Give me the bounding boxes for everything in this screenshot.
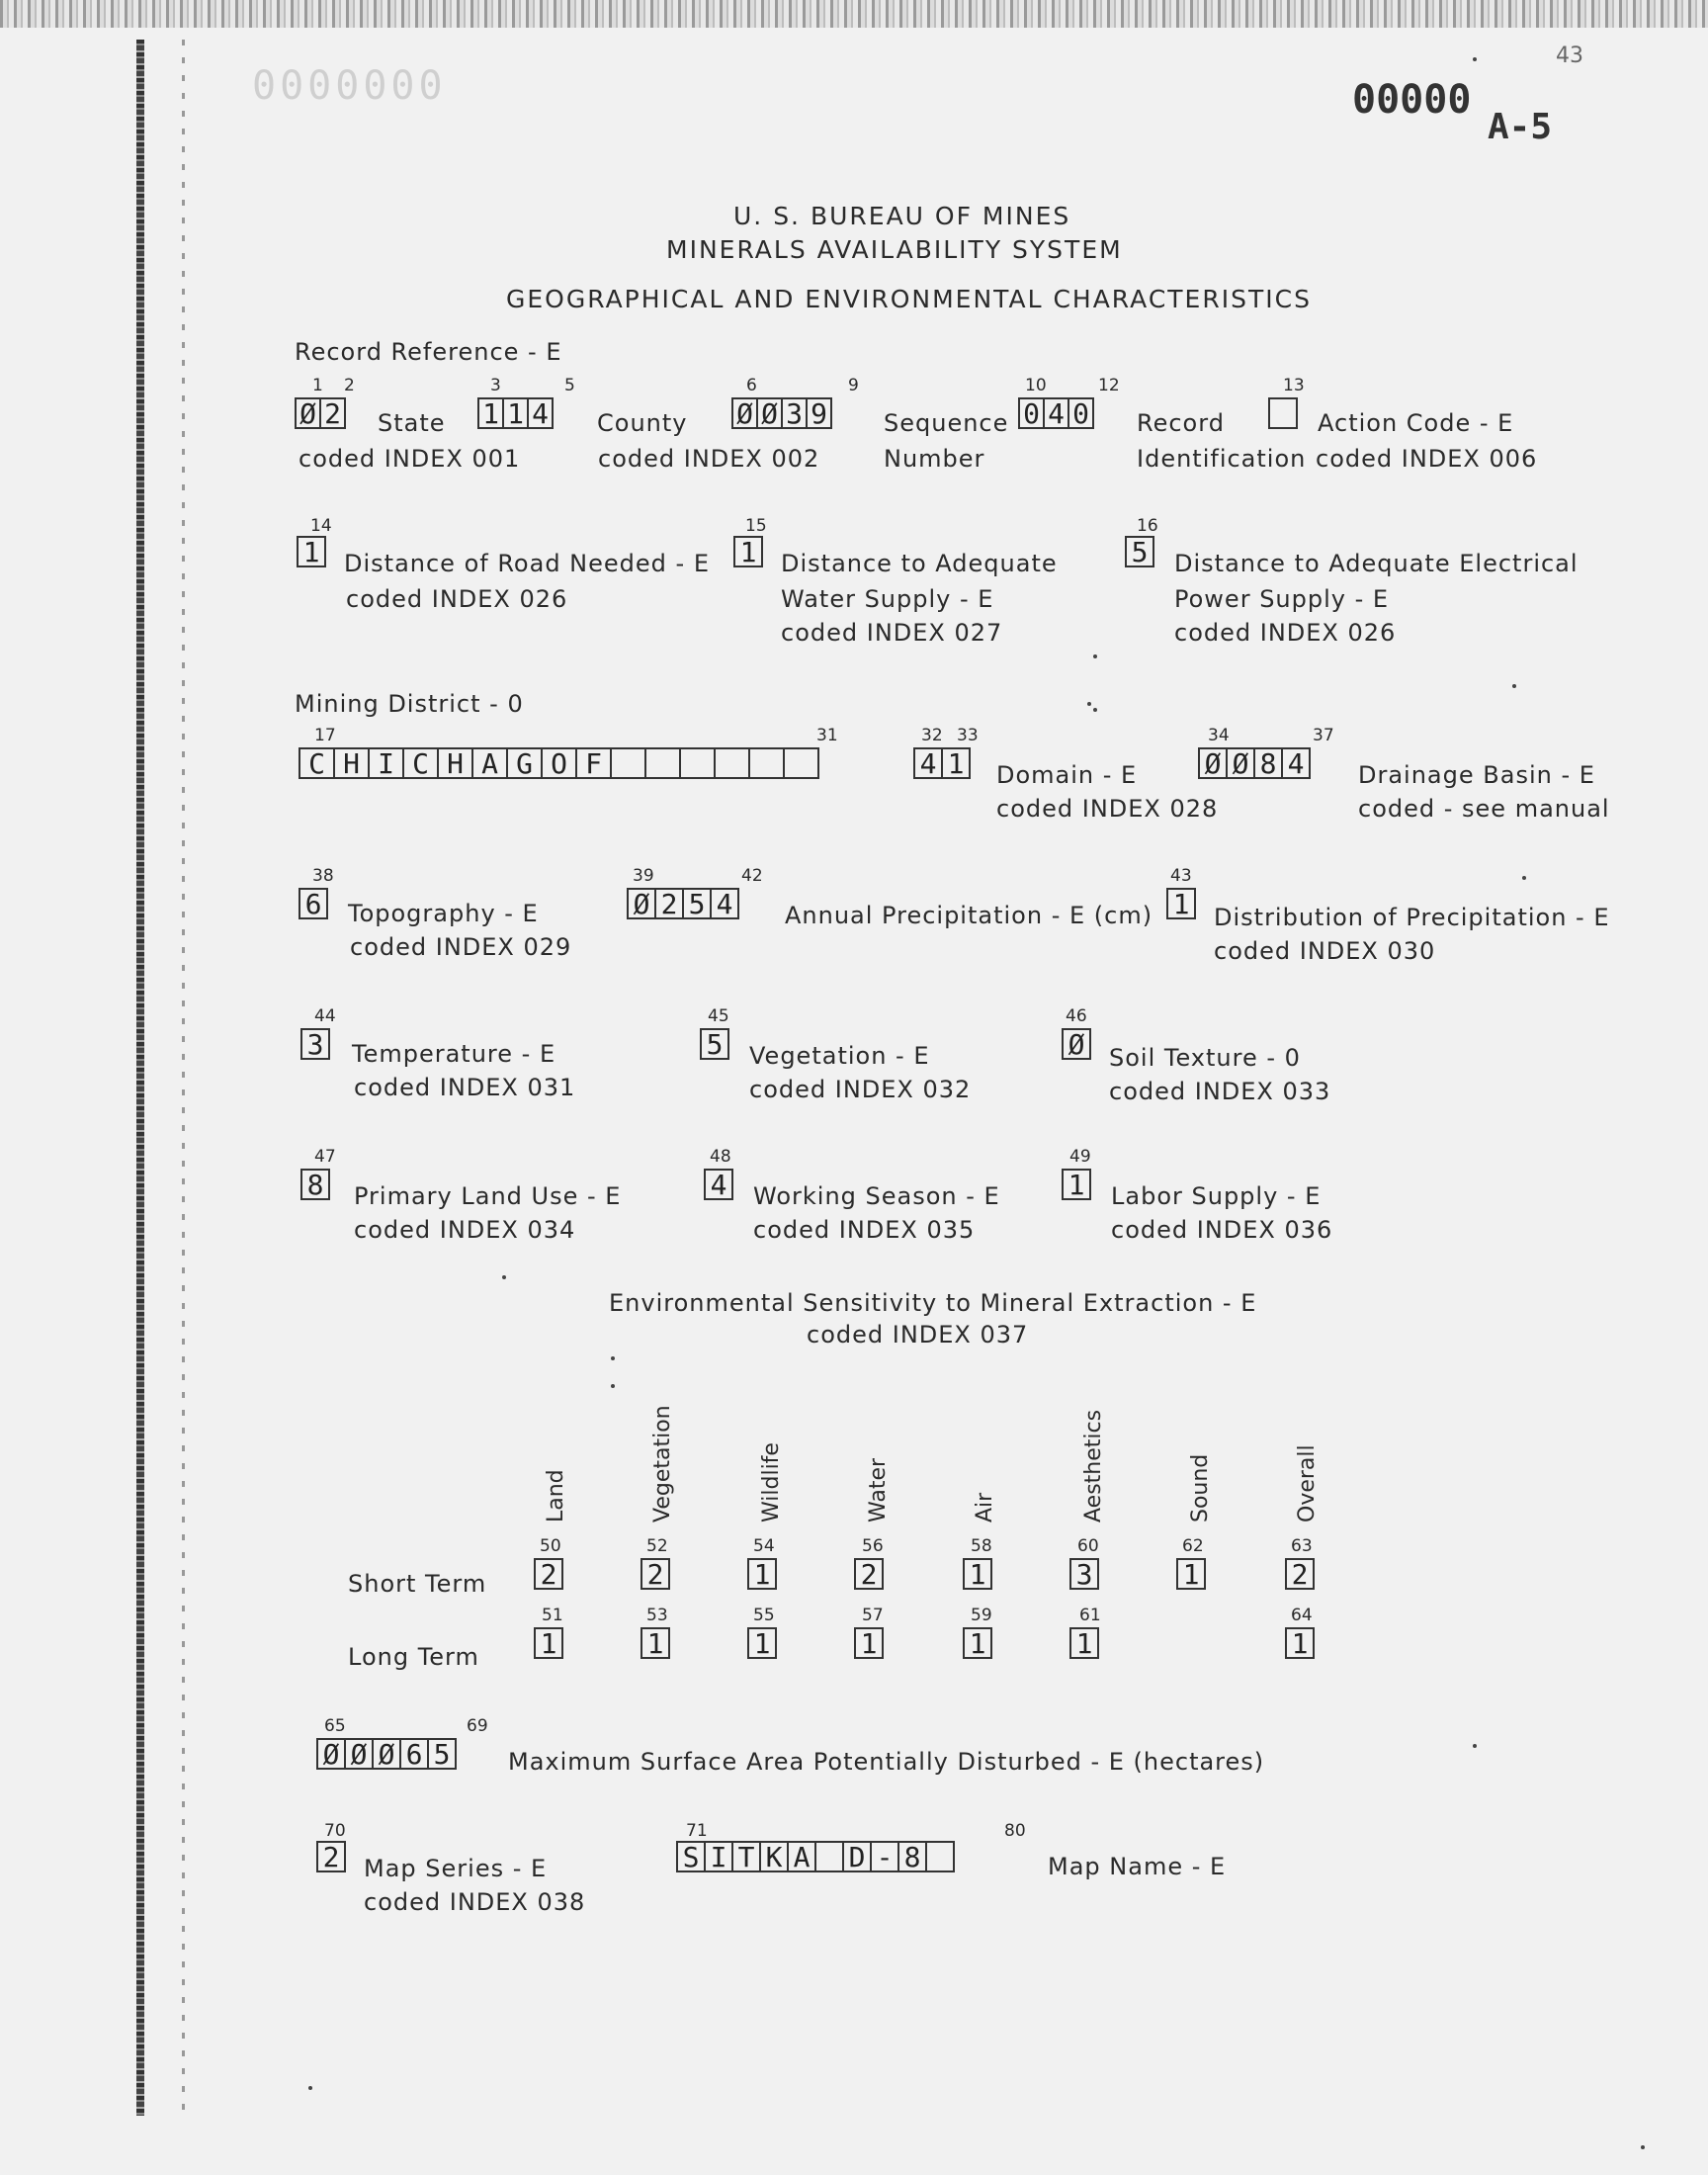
power-label: Distance to Adequate Electrical: [1174, 550, 1579, 577]
drainage-boxes[interactable]: [1200, 747, 1311, 779]
char-box: 1: [747, 1627, 777, 1659]
char-box: 3: [1069, 1558, 1099, 1590]
char-box: [610, 747, 646, 779]
scan-speck: [1512, 684, 1516, 688]
season-label: Working Season - E: [753, 1182, 1000, 1210]
water-label: Distance to Adequate: [781, 550, 1058, 577]
precip-dist-coded: coded INDEX 030: [1214, 937, 1436, 965]
column-header: Vegetation: [650, 1405, 675, 1522]
col-num: 57: [862, 1606, 884, 1625]
precip-boxes[interactable]: [629, 888, 739, 919]
faded-number: 0000000: [252, 63, 447, 109]
col-num: 58: [971, 1536, 992, 1556]
temperature-label: Temperature - E: [352, 1040, 556, 1068]
scan-speck: [1522, 876, 1526, 880]
state-coded: coded INDEX 001: [299, 445, 521, 473]
col-num: 53: [646, 1606, 668, 1625]
char-box: 9: [806, 397, 832, 429]
agency-title: U. S. BUREAU OF MINES: [733, 202, 1071, 230]
char-box: 1: [941, 747, 971, 779]
col-num: 65: [324, 1716, 346, 1736]
long-term-label: Long Term: [348, 1643, 479, 1671]
county-coded: coded INDEX 002: [598, 445, 820, 473]
scan-speck: [1087, 702, 1091, 706]
char-box: 5: [1125, 536, 1154, 567]
road-coded: coded INDEX 026: [346, 585, 568, 613]
labor-box[interactable]: [1064, 1169, 1091, 1200]
char-box: C: [299, 747, 335, 779]
col-num: 14: [310, 516, 332, 536]
char-box: 4: [1281, 747, 1311, 779]
map-name-label: Map Name - E: [1048, 1853, 1227, 1880]
col-num: 16: [1137, 516, 1158, 536]
char-box: 1: [534, 1627, 563, 1659]
col-num: 64: [1291, 1606, 1313, 1625]
col-num: 5: [564, 376, 575, 395]
char-box: 3: [781, 397, 808, 429]
char-box: A: [471, 747, 508, 779]
temperature-coded: coded INDEX 031: [354, 1074, 576, 1101]
drainage-coded: coded - see manual: [1358, 795, 1610, 823]
long-air-box[interactable]: [965, 1627, 992, 1659]
vegetation-coded: coded INDEX 032: [749, 1076, 972, 1103]
char-box: Ø: [627, 888, 656, 919]
col-num: 62: [1182, 1536, 1204, 1556]
char-box: 1: [640, 1627, 670, 1659]
char-box: C: [402, 747, 439, 779]
long-vegetation-box[interactable]: [642, 1627, 670, 1659]
char-box: [644, 747, 681, 779]
column-header: Water: [866, 1457, 891, 1522]
char-box: 1: [963, 1558, 992, 1590]
long-water-box[interactable]: [856, 1627, 884, 1659]
col-num: 32: [921, 726, 943, 745]
column-header: Wildlife: [759, 1442, 784, 1522]
char-box: [1268, 397, 1298, 429]
column-header: Overall: [1295, 1444, 1320, 1522]
char-box: 6: [299, 888, 328, 919]
char-box: D: [842, 1841, 872, 1872]
sequence-boxes[interactable]: [733, 397, 832, 429]
scan-left-edge: [136, 40, 144, 2116]
char-box: S: [676, 1841, 706, 1872]
scan-speck: [611, 1384, 615, 1388]
state-label: State: [378, 409, 446, 437]
water-box[interactable]: [735, 536, 763, 567]
col-num: 17: [314, 726, 336, 745]
domain-label: Domain - E: [996, 761, 1138, 789]
record-id-label: Record: [1137, 409, 1225, 437]
char-box: 8: [1253, 747, 1283, 779]
col-num: 49: [1069, 1147, 1091, 1167]
water-label2: Water Supply - E: [781, 585, 994, 613]
char-box: 4: [527, 397, 554, 429]
power-label2: Power Supply - E: [1174, 585, 1390, 613]
col-num: 1: [312, 376, 323, 395]
land-use-coded: coded INDEX 034: [354, 1216, 576, 1244]
col-num: 6: [746, 376, 757, 395]
vegetation-label: Vegetation - E: [749, 1042, 930, 1070]
col-num: 46: [1066, 1006, 1087, 1026]
col-num: 12: [1098, 376, 1120, 395]
col-num: 47: [314, 1147, 336, 1167]
form-title: GEOGRAPHICAL AND ENVIRONMENTAL CHARACTERISTICS: [506, 285, 1312, 313]
long-aesthetics-box[interactable]: [1071, 1627, 1099, 1659]
char-box: 2: [654, 888, 684, 919]
precip-dist-label: Distribution of Precipitation - E: [1214, 904, 1610, 931]
col-num: 15: [745, 516, 767, 536]
scan-left-binding: [182, 40, 185, 2116]
topography-label: Topography - E: [348, 900, 539, 927]
char-box: A: [787, 1841, 816, 1872]
soil-box[interactable]: [1064, 1028, 1091, 1060]
scan-speck: [502, 1275, 506, 1279]
mining-district-heading: Mining District - 0: [295, 690, 524, 718]
col-num: 43: [1170, 866, 1192, 886]
char-box: Ø: [295, 397, 321, 429]
power-box[interactable]: [1127, 536, 1154, 567]
system-title: MINERALS AVAILABILITY SYSTEM: [666, 235, 1123, 264]
col-num: 38: [312, 866, 334, 886]
long-overall-box[interactable]: [1287, 1627, 1315, 1659]
record-id-label2: Identification: [1137, 445, 1307, 473]
land-use-box[interactable]: [302, 1169, 330, 1200]
char-box: 1: [502, 397, 529, 429]
road-label: Distance of Road Needed - E: [344, 550, 710, 577]
short-wildlife-box[interactable]: [749, 1558, 777, 1590]
col-num: 37: [1313, 726, 1334, 745]
drainage-label: Drainage Basin - E: [1358, 761, 1595, 789]
temperature-box[interactable]: [302, 1028, 330, 1060]
surface-area-boxes[interactable]: [318, 1738, 457, 1770]
char-box: 2: [319, 397, 346, 429]
char-box: 4: [710, 888, 739, 919]
char-box: [679, 747, 716, 779]
char-box: [748, 747, 785, 779]
column-header: Land: [544, 1469, 568, 1522]
char-box: Ø: [372, 1738, 401, 1770]
map-series-box[interactable]: [318, 1841, 346, 1872]
column-header: Sound: [1188, 1453, 1213, 1522]
map-series-label: Map Series - E: [364, 1855, 548, 1882]
action-code-box[interactable]: [1270, 397, 1298, 429]
char-box: 1: [747, 1558, 777, 1590]
char-box: 2: [854, 1558, 884, 1590]
soil-label: Soil Texture - 0: [1109, 1044, 1301, 1072]
char-box: I: [368, 747, 404, 779]
scan-speck: [1093, 708, 1097, 712]
scan-speck: [1093, 654, 1097, 658]
land-use-label: Primary Land Use - E: [354, 1182, 622, 1210]
col-num: 59: [971, 1606, 992, 1625]
char-box: [783, 747, 819, 779]
road-box[interactable]: [299, 536, 326, 567]
precip-label: Annual Precipitation - E (cm): [785, 902, 1153, 929]
sensitivity-heading: Environmental Sensitivity to Mineral Extraction - E: [609, 1289, 1257, 1317]
state-boxes[interactable]: [297, 397, 346, 429]
column-header: Air: [973, 1492, 997, 1522]
col-num: 69: [467, 1716, 488, 1736]
water-coded: coded INDEX 027: [781, 619, 1003, 647]
col-num: 45: [708, 1006, 729, 1026]
char-box: Ø: [316, 1738, 346, 1770]
char-box: K: [759, 1841, 789, 1872]
record-id-boxes[interactable]: [1020, 397, 1094, 429]
col-num: 33: [957, 726, 979, 745]
char-box: Ø: [344, 1738, 374, 1770]
char-box: 5: [700, 1028, 729, 1060]
col-num: 51: [542, 1606, 563, 1625]
county-boxes[interactable]: [479, 397, 554, 429]
col-num: 50: [540, 1536, 561, 1556]
char-box: 1: [1176, 1558, 1206, 1590]
char-box: 1: [1069, 1627, 1099, 1659]
scan-top-edge: [0, 0, 1708, 28]
char-box: H: [333, 747, 370, 779]
short-aesthetics-box[interactable]: [1071, 1558, 1099, 1590]
short-term-label: Short Term: [348, 1570, 487, 1598]
soil-coded: coded INDEX 033: [1109, 1078, 1331, 1105]
page-code: A-5: [1488, 107, 1553, 147]
char-box: [925, 1841, 955, 1872]
char-box: 4: [1043, 397, 1069, 429]
char-box: 0: [1018, 397, 1045, 429]
char-box: 2: [640, 1558, 670, 1590]
short-sound-box[interactable]: [1178, 1558, 1206, 1590]
col-num: 44: [314, 1006, 336, 1026]
topography-coded: coded INDEX 029: [350, 933, 572, 961]
char-box: 2: [534, 1558, 563, 1590]
labor-coded: coded INDEX 036: [1111, 1216, 1333, 1244]
map-name-boxes[interactable]: [678, 1841, 955, 1872]
short-land-box[interactable]: [536, 1558, 563, 1590]
col-num: 60: [1077, 1536, 1099, 1556]
char-box: 3: [300, 1028, 330, 1060]
char-box: 8: [897, 1841, 927, 1872]
domain-coded: coded INDEX 028: [996, 795, 1219, 823]
vegetation-box[interactable]: [702, 1028, 729, 1060]
char-box: 1: [1285, 1627, 1315, 1659]
col-num: 54: [753, 1536, 775, 1556]
col-num: 31: [816, 726, 838, 745]
char-box: 4: [704, 1169, 733, 1200]
col-num: 63: [1291, 1536, 1313, 1556]
precip-dist-box[interactable]: [1168, 888, 1196, 919]
col-num: 34: [1208, 726, 1230, 745]
short-vegetation-box[interactable]: [642, 1558, 670, 1590]
char-box: 0: [1068, 397, 1094, 429]
char-box: 1: [297, 536, 326, 567]
scan-speck: [1473, 1744, 1477, 1748]
long-wildlife-box[interactable]: [749, 1627, 777, 1659]
col-num: 56: [862, 1536, 884, 1556]
topography-box[interactable]: [300, 888, 328, 919]
char-box: 1: [854, 1627, 884, 1659]
domain-boxes[interactable]: [915, 747, 971, 779]
char-box: -: [870, 1841, 899, 1872]
char-box: 2: [1285, 1558, 1315, 1590]
short-water-box[interactable]: [856, 1558, 884, 1590]
col-num: 71: [686, 1821, 708, 1841]
char-box: 1: [963, 1627, 992, 1659]
long-land-box[interactable]: [536, 1627, 563, 1659]
col-num: 3: [490, 376, 501, 395]
char-box: H: [437, 747, 473, 779]
scan-speck: [1641, 2145, 1645, 2149]
char-box: 1: [733, 536, 763, 567]
char-box: Ø: [756, 397, 783, 429]
char-box: 1: [477, 397, 504, 429]
mining-district-boxes[interactable]: [300, 747, 819, 779]
col-num: 13: [1283, 376, 1305, 395]
sequence-label2: Number: [884, 445, 985, 473]
char-box: I: [704, 1841, 733, 1872]
char-box: 5: [427, 1738, 457, 1770]
action-code-label: Action Code - E: [1318, 409, 1514, 437]
scan-speck: [611, 1356, 615, 1360]
surface-area-label: Maximum Surface Area Potentially Disturbed - E (hectares): [508, 1748, 1265, 1776]
season-box[interactable]: [706, 1169, 733, 1200]
corner-number: 43: [1556, 44, 1583, 68]
col-num: 10: [1025, 376, 1047, 395]
col-num: 39: [633, 866, 654, 886]
scan-speck: [1473, 57, 1477, 61]
char-box: [814, 1841, 844, 1872]
column-header: Aesthetics: [1081, 1409, 1106, 1522]
char-box: O: [541, 747, 577, 779]
sensitivity-coded: coded INDEX 037: [807, 1321, 1029, 1348]
col-num: 61: [1079, 1606, 1101, 1625]
char-box: 2: [316, 1841, 346, 1872]
char-box: T: [731, 1841, 761, 1872]
record-reference-heading: Record Reference - E: [295, 338, 562, 366]
char-box: Ø: [731, 397, 758, 429]
col-num: 52: [646, 1536, 668, 1556]
char-box: 4: [913, 747, 943, 779]
char-box: 8: [300, 1169, 330, 1200]
char-box: [714, 747, 750, 779]
char-box: F: [575, 747, 612, 779]
sequence-label: Sequence: [884, 409, 1009, 437]
col-num: 80: [1004, 1821, 1026, 1841]
labor-label: Labor Supply - E: [1111, 1182, 1322, 1210]
scan-speck: [308, 2086, 312, 2090]
stamp-number: 00000: [1352, 77, 1472, 123]
char-box: 5: [682, 888, 712, 919]
short-overall-box[interactable]: [1287, 1558, 1315, 1590]
char-box: Ø: [1226, 747, 1255, 779]
col-num: 70: [324, 1821, 346, 1841]
char-box: Ø: [1062, 1028, 1091, 1060]
col-num: 9: [848, 376, 859, 395]
col-num: 55: [753, 1606, 775, 1625]
county-label: County: [597, 409, 688, 437]
col-num: 42: [741, 866, 763, 886]
short-air-box[interactable]: [965, 1558, 992, 1590]
season-coded: coded INDEX 035: [753, 1216, 976, 1244]
col-num: 2: [344, 376, 355, 395]
char-box: Ø: [1198, 747, 1228, 779]
char-box: 1: [1062, 1169, 1091, 1200]
map-series-coded: coded INDEX 038: [364, 1888, 586, 1916]
col-num: 48: [710, 1147, 731, 1167]
action-code-coded: coded INDEX 006: [1316, 445, 1538, 473]
char-box: 1: [1166, 888, 1196, 919]
char-box: 6: [399, 1738, 429, 1770]
power-coded: coded INDEX 026: [1174, 619, 1397, 647]
char-box: G: [506, 747, 543, 779]
